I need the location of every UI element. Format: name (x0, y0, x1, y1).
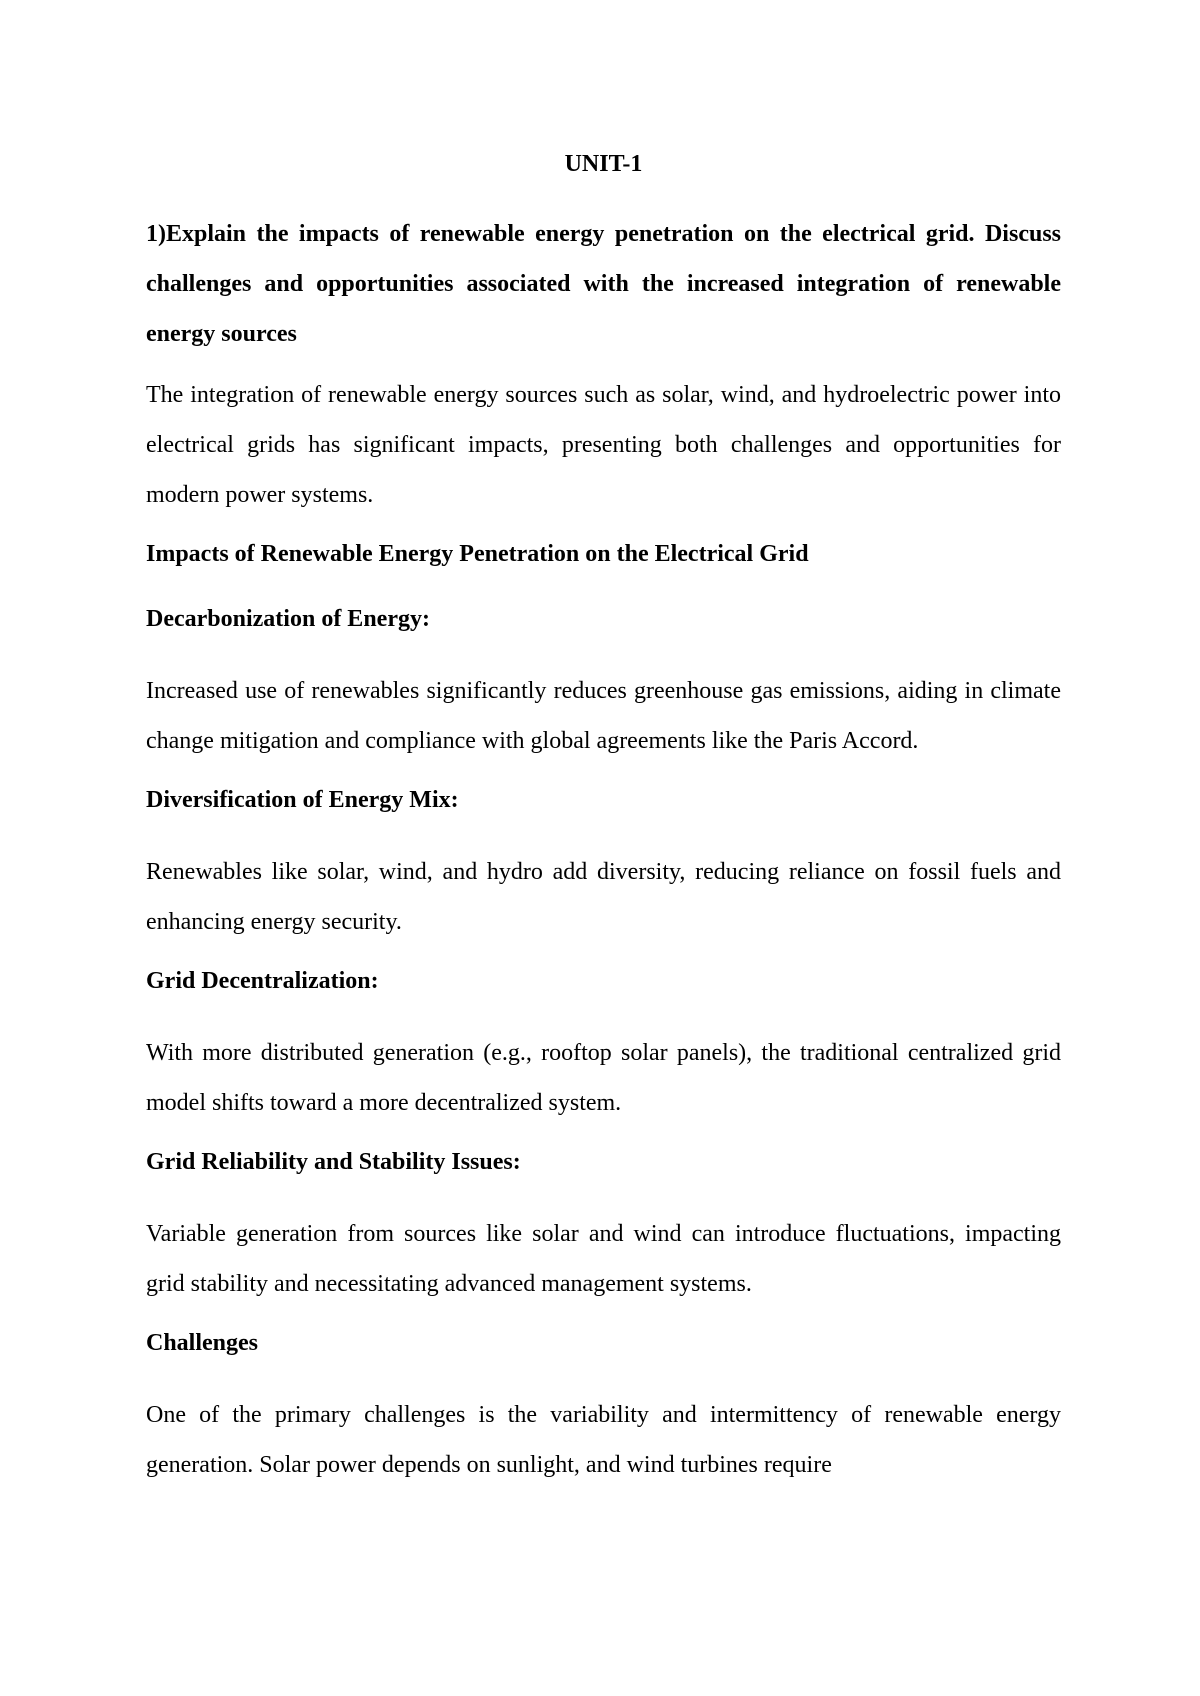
unit-title: UNIT-1 (564, 151, 643, 177)
question-text: 1)Explain the impacts of renewable energy penetration on the electrical grid. Discuss challenges and opportunities associated with the increased integration of renewable energy sources (146, 221, 1061, 347)
section-heading-diversification: Diversification of Energy Mix: (146, 787, 459, 813)
challenges-heading: Challenges (146, 1330, 259, 1356)
section-text-decentralization: With more distributed generation (e.g., rooftop solar panels), the traditional centralized grid model shifts toward a more decentralized system. (146, 1040, 1061, 1116)
section-text-reliability: Variable generation from sources like solar and wind can introduce fluctuations, impacting grid stability and necessitating advanced management systems. (146, 1221, 1061, 1297)
section-heading-reliability: Grid Reliability and Stability Issues: (146, 1149, 521, 1175)
section-heading-decarbonization: Decarbonization of Energy: (146, 606, 430, 632)
document-body (146, 146, 1061, 1490)
impacts-heading: Impacts of Renewable Energy Penetration on the Electrical Grid (146, 541, 809, 567)
section-heading-decentralization: Grid Decentralization: (146, 968, 379, 994)
intro-paragraph: The integration of renewable energy sources such as solar, wind, and hydroelectric power into electrical grids has significant impacts, presenting both challenges and opportunities for modern power systems. (146, 382, 1061, 508)
challenges-paragraph: One of the primary challenges is the variability and intermittency of renewable energy generation. Solar power depends on sunlight, and wind turbines require (146, 1402, 1061, 1478)
section-text-decarbonization: Increased use of renewables significantly reduces greenhouse gas emissions, aiding in climate change mitigation and compliance with global agreements like the Paris Accord. (146, 678, 1061, 754)
section-text-diversification: Renewables like solar, wind, and hydro add diversity, reducing reliance on fossil fuels and enhancing energy security. (146, 859, 1061, 935)
